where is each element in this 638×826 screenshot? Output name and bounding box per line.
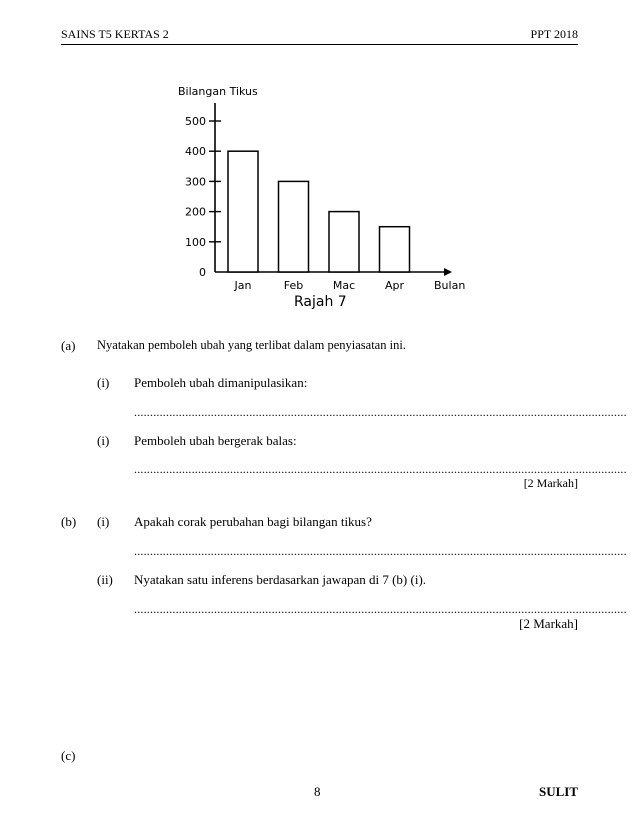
bar-feb <box>279 181 309 272</box>
bar-chart <box>0 0 638 330</box>
y-tick-label: 500 <box>185 115 206 128</box>
footer-sulit: SULIT <box>538 784 578 799</box>
question-a-i-text: Pemboleh ubah dimanipulasikan: <box>134 375 308 390</box>
header-left: SAINS T5 KERTAS 2 <box>61 27 169 41</box>
answer-line-b-ii[interactable]: .......................................................................................................................................................... <box>134 602 627 616</box>
bar-jan <box>228 151 258 272</box>
question-a-label: (a) <box>61 338 76 353</box>
answer-line-a-i[interactable]: .......................................................................................................................................................... <box>134 405 627 419</box>
question-a-ii-label: (i) <box>97 433 110 448</box>
y-axis-label: Bilangan Tikus <box>178 85 258 98</box>
header-right: PPT 2018 <box>530 27 578 41</box>
question-b-ii-label: (ii) <box>97 572 113 587</box>
question-b-ii-text: Nyatakan satu inferens berdasarkan jawapan di 7 (b) (i). <box>134 572 427 587</box>
y-tick-label: 0 <box>199 266 206 279</box>
x-tick-label: Jan <box>234 279 252 292</box>
question-c-label: (c) <box>61 748 76 763</box>
chart-caption: Rajah 7 <box>294 294 347 310</box>
x-tick-label: Mac <box>332 279 356 292</box>
question-a-text: Nyatakan pemboleh ubah yang terlibat dalam penyiasatan ini. <box>97 338 406 352</box>
question-a-ii-text: Pemboleh ubah bergerak balas: <box>134 433 297 448</box>
question-b-label: (b) <box>61 514 77 529</box>
marks-a: [2 Markah] <box>523 476 578 490</box>
y-tick-label: 400 <box>185 145 206 159</box>
question-a-i-label: (i) <box>97 375 110 390</box>
bar-mac <box>329 212 359 272</box>
y-tick-label: 200 <box>185 205 206 219</box>
bar-apr <box>380 227 410 272</box>
y-tick-label: 300 <box>185 175 206 189</box>
question-b-i-text: Apakah corak perubahan bagi bilangan tikus? <box>134 514 372 529</box>
x-tick-label: Feb <box>283 279 304 292</box>
x-axis-arrow <box>444 268 452 276</box>
answer-line-b-i[interactable]: .......................................................................................................................................................... <box>134 544 627 558</box>
x-tick-label: Apr <box>384 279 405 292</box>
question-b-i-label: (i) <box>97 514 110 529</box>
answer-line-a-ii[interactable]: .......................................................................................................................................................... <box>134 462 627 476</box>
y-tick-label: 100 <box>185 235 206 249</box>
page-number: 8 <box>314 784 321 799</box>
x-axis-label: Bulan <box>434 279 466 292</box>
marks-b: [2 Markah] <box>519 616 578 631</box>
